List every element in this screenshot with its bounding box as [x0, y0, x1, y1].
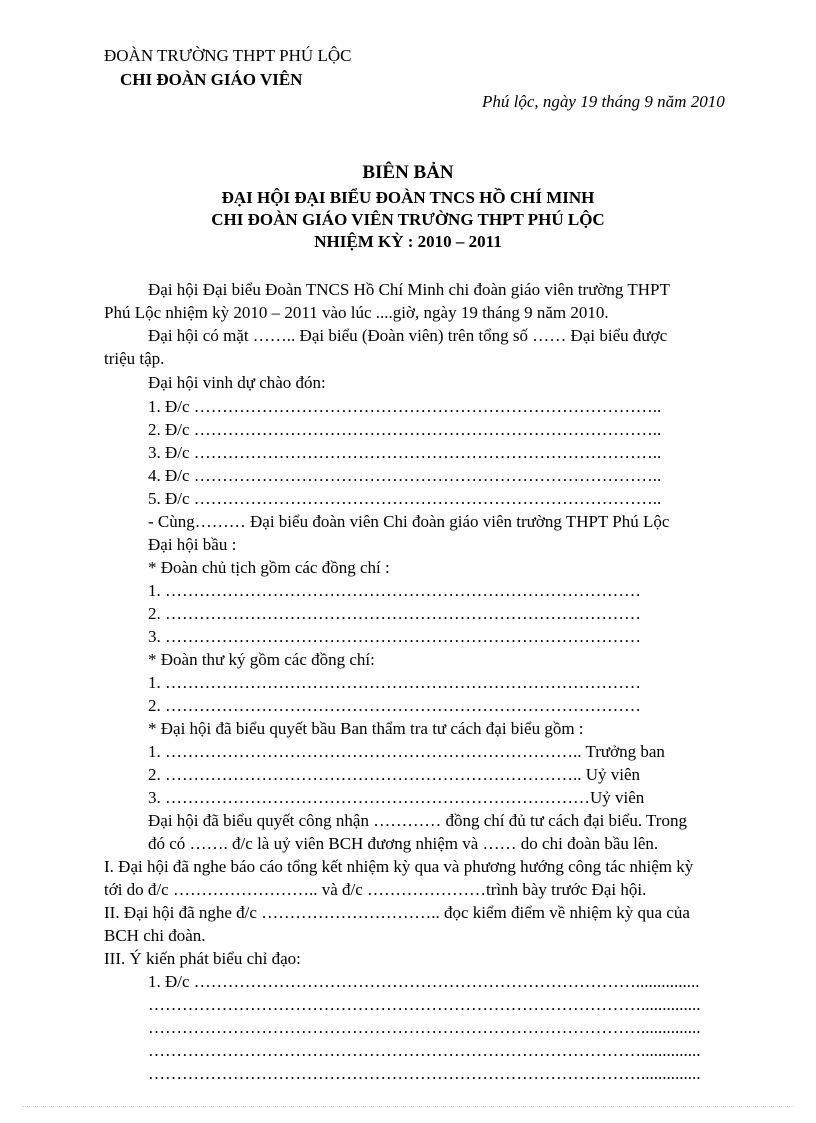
secretary-heading: * Đoàn thư ký gồm các đồng chí: — [148, 650, 375, 669]
section-1-line-1: I. Đại hội đã nghe báo cáo tổng kết nhiệm kỳ qua và phương hướng công tác nhiệm kỳ — [104, 857, 694, 876]
guest-line: 5. Đ/c ……………………………………………………………………….. — [148, 489, 662, 508]
attendance-line-2: triệu tập. — [104, 349, 165, 368]
attendance-line-1: Đại hội có mặt …….. Đại biểu (Đoàn viên) trên tổng số …… Đại biểu được — [148, 326, 668, 345]
guidance-line: 1. Đ/c ……………………………………………………………………............... — [148, 972, 700, 991]
recognition-line-2: đó có ……. đ/c là uỷ viên BCH đương nhiệm và …… do chi đoàn bầu lên. — [148, 834, 659, 853]
title-line-3: CHI ĐOÀN GIÁO VIÊN TRƯỜNG THPT PHÚ LỘC — [211, 210, 605, 229]
organization-name: ĐOÀN TRƯỜNG THPT PHÚ LỘC — [104, 46, 352, 65]
date-place: Phú lộc, ngày 19 tháng 9 năm 2010 — [482, 92, 725, 111]
presidium-heading: * Đoàn chủ tịch gồm các đồng chí : — [148, 558, 390, 577]
credentials-board-heading: * Đại hội đã biểu quyết bầu Ban thẩm tra tư cách đại biểu gồm : — [148, 719, 584, 738]
section-1-line-2: tới do đ/c …………………….. và đ/c …………………trình bày trước Đại hội. — [104, 880, 647, 899]
guest-line: 4. Đ/c ……………………………………………………………………….. — [148, 466, 662, 485]
title-line-2: ĐẠI HỘI ĐẠI BIỂU ĐOÀN TNCS HỒ CHÍ MINH — [221, 188, 595, 207]
guest-line: 3. Đ/c ……………………………………………………………………….. — [148, 443, 662, 462]
document-title: BIÊN BẢN — [362, 162, 454, 183]
board-member-line: 3. …………………………………………………………………Uỷ viên — [148, 788, 645, 807]
secretary-line: 2. ………………………………………………………………………… — [148, 696, 641, 715]
recognition-line-1: Đại hội đã biểu quyết công nhận ………… đồng chí đủ tư cách đại biểu. Trong — [148, 811, 687, 830]
board-member-line: 2. ……………………………………………………………….. Uỷ viên — [148, 765, 641, 784]
branch-name: CHI ĐOÀN GIÁO VIÊN — [120, 70, 303, 89]
together-line: - Cùng……… Đại biểu đoàn viên Chi đoàn giáo viên trường THPT Phú Lộc — [148, 512, 670, 531]
intro-line-2: Phú Lộc nhiệm kỳ 2010 – 2011 vào lúc ....giờ, ngày 19 tháng 9 năm 2010. — [104, 303, 609, 322]
welcome-heading: Đại hội vinh dự chào đón: — [148, 373, 326, 392]
section-2-line-1: II. Đại hội đã nghe đ/c ………………………….. đọc kiểm điểm về nhiệm kỳ qua của — [104, 903, 690, 922]
title-term: NHIỆM KỲ : 2010 – 2011 — [314, 232, 502, 251]
guidance-line: …………………………………………………………………………….............. — [148, 1064, 701, 1083]
guidance-line: …………………………………………………………………………….............. — [148, 995, 701, 1014]
presidium-line: 1. ………………………………………………………………………… — [148, 581, 641, 600]
secretary-line: 1. ………………………………………………………………………… — [148, 673, 641, 692]
guest-line: 2. Đ/c ……………………………………………………………………….. — [148, 420, 662, 439]
intro-line-1: Đại hội Đại biểu Đoàn TNCS Hồ Chí Minh chi đoàn giáo viên trường THPT — [148, 280, 670, 299]
section-2-line-2: BCH chi đoàn. — [104, 926, 206, 945]
presidium-line: 2. ………………………………………………………………………… — [148, 604, 641, 623]
presidium-line: 3. ………………………………………………………………………… — [148, 627, 641, 646]
section-3-heading: III. Ý kiến phát biểu chỉ đạo: — [104, 949, 301, 968]
page-bottom-rule — [22, 1106, 794, 1107]
guidance-line: …………………………………………………………………………….............. — [148, 1018, 701, 1037]
guest-line: 1. Đ/c ……………………………………………………………………….. — [148, 397, 662, 416]
elect-heading: Đại hội bầu : — [148, 535, 237, 554]
board-member-line: 1. ……………………………………………………………….. Trưởng ban — [148, 742, 665, 761]
guidance-line: …………………………………………………………………………….............. — [148, 1041, 701, 1060]
